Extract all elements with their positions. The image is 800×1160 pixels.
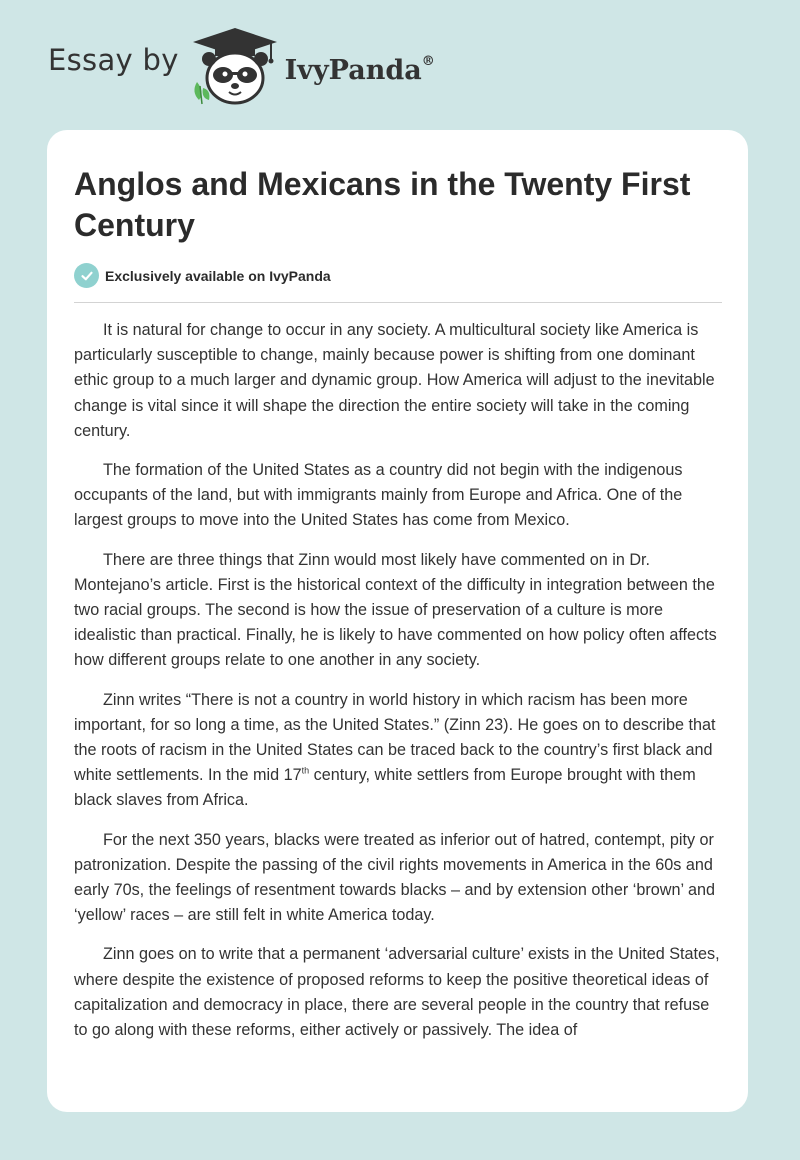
site-header bbox=[48, 30, 435, 110]
essay-title: Anglos and Mexicans in the Twenty First Century bbox=[74, 166, 691, 243]
divider bbox=[74, 302, 722, 303]
check-icon bbox=[74, 263, 99, 288]
essay-body bbox=[74, 318, 724, 1057]
paragraph: There are three things that Zinn would most likely have commented on in Dr. Montejano’s article. First is the historical context of the difficulty in integration between the two racial groups. The second is how the issue of preservation of a culture is more idealistic than practical. Finally, he is likely to have commented on how policy often affects how different groups relate to one another in any society. bbox=[74, 550, 717, 670]
paragraph: It is natural for change to occur in any society. A multicultural society like America is particularly susceptible to change, mainly because power is shifting from one dominant ethic group to a much larger and dynamic group. How America will adjust to the inevitable change is vital since it will shape the direction the entire society will take in the coming century. bbox=[74, 321, 715, 440]
brand-name[interactable]: IvyPanda® bbox=[284, 53, 435, 86]
paragraph: Zinn goes on to write that a permanent ‘adversarial culture’ exists in the United States, where despite the existence of proposed reforms to keep the positive theoretical ideas of capitalization and democracy in place, there are several people in the country that refuse to go along with these reforms, either actively or passively. The idea of bbox=[74, 945, 720, 1040]
exclusive-badge bbox=[74, 263, 331, 288]
paragraph bbox=[74, 688, 724, 814]
essay-by-label: Essay by bbox=[48, 43, 179, 77]
paragraph-text: Zinn writes “There is not a country in world history in which racism has been more important, for so long a time, as the United States.” (Zinn 23). He goes on to describe that the roots of racism in the United States can be traced back to the country’s first black and white settlements. In the mid 17 bbox=[74, 690, 716, 785]
essay-card bbox=[47, 130, 748, 1112]
ordinal-suffix: th bbox=[301, 765, 310, 776]
exclusive-label: Exclusively available on IvyPanda bbox=[105, 267, 331, 284]
paragraph: The formation of the United States as a country did not begin with the indigenous occupants of the land, but with immigrants mainly from Europe and Africa. One of the largest groups to move into the United States has come from Mexico. bbox=[74, 461, 683, 530]
paragraph-text: century, white settlers from Europe brought with them black slaves from Africa. bbox=[74, 766, 696, 810]
panda-logo-icon[interactable] bbox=[189, 26, 281, 106]
paragraph: For the next 350 years, blacks were treated as inferior out of hatred, contempt, pity or patronization. Despite the passing of the civil rights movements in America in the 60s and early 70s, the feelings of resentment towards blacks – and by extension other ‘brown’ and ‘yellow’ races – are still felt in white America today. bbox=[74, 830, 715, 925]
